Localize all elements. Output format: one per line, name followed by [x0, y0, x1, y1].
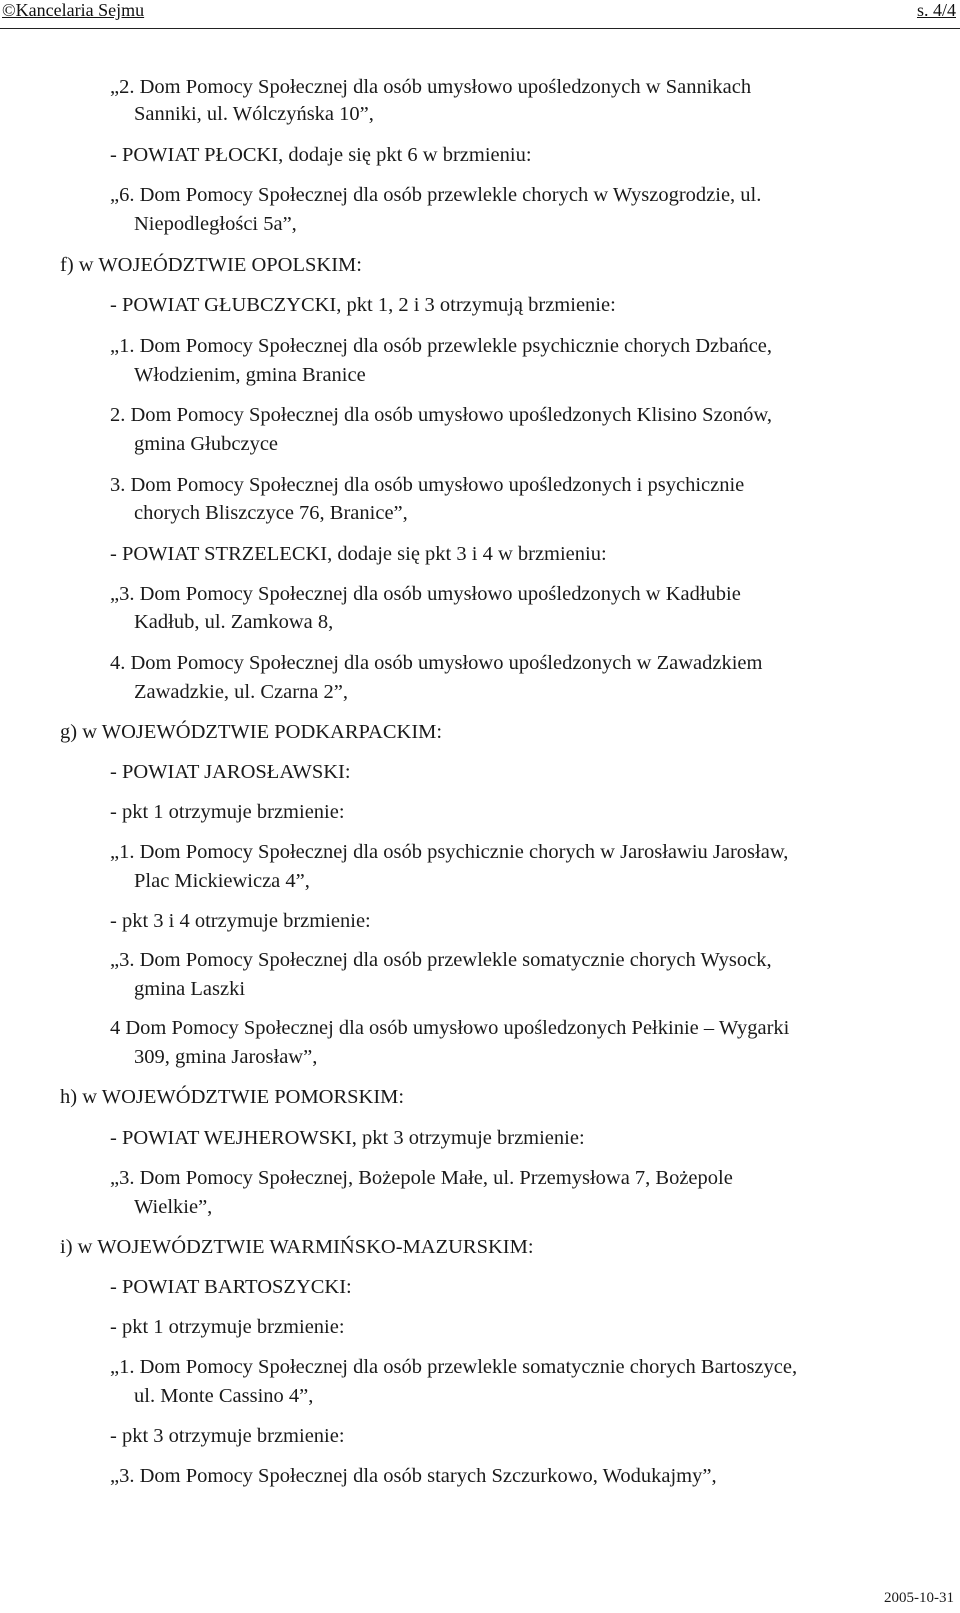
- page-footer-date: 2005-10-31: [884, 1590, 954, 1606]
- document-line: gmina Laszki: [134, 978, 246, 1000]
- document-line: „1. Dom Pomocy Społecznej dla osób przewlekle psychicznie chorych Dzbańce,: [110, 335, 773, 357]
- document-line: Sanniki, ul. Wólczyńska 10”,: [134, 103, 374, 125]
- document-line: gmina Głubczyce: [134, 433, 279, 455]
- document-line: - pkt 3 i 4 otrzymuje brzmienie:: [110, 910, 371, 932]
- document-line: Włodzienim, gmina Branice: [134, 364, 366, 386]
- document-line: chorych Bliszczyce 76, Branice”,: [134, 502, 408, 524]
- document-line: h) w WOJEWÓDZTWIE POMORSKIM:: [60, 1086, 405, 1108]
- document-line: Kadłub, ul. Zamkowa 8,: [134, 611, 334, 633]
- document-line: „6. Dom Pomocy Społecznej dla osób przewlekle chorych w Wyszogrodzie, ul.: [110, 184, 762, 206]
- document-line: Plac Mickiewicza 4”,: [134, 870, 310, 892]
- source-link[interactable]: ©Kancelaria Sejmu: [2, 0, 145, 20]
- document-line: „1. Dom Pomocy Społecznej dla osób przewlekle somatycznie chorych Bartoszyce,: [110, 1356, 798, 1378]
- document-line: - POWIAT WEJHEROWSKI, pkt 3 otrzymuje brzmienie:: [110, 1127, 585, 1149]
- document-line: - pkt 1 otrzymuje brzmienie:: [110, 1316, 345, 1338]
- document-line: „2. Dom Pomocy Społecznej dla osób umysłowo upośledzonych w Sannikach: [110, 76, 752, 98]
- document-line: Niepodległości 5a”,: [134, 213, 297, 235]
- document-line: - POWIAT PŁOCKI, dodaje się pkt 6 w brzmieniu:: [110, 144, 532, 166]
- document-line: i) w WOJEWÓDZTWIE WARMIŃSKO-MAZURSKIM:: [60, 1236, 534, 1258]
- document-line: „3. Dom Pomocy Społecznej dla osób umysłowo upośledzonych w Kadłubie: [110, 583, 741, 605]
- document-line: 2. Dom Pomocy Społecznej dla osób umysłowo upośledzonych Klisino Szonów,: [110, 404, 773, 426]
- document-line: - POWIAT JAROSŁAWSKI:: [110, 761, 351, 783]
- document-line: 3. Dom Pomocy Społecznej dla osób umysłowo upośledzonych i psychicznie: [110, 474, 745, 496]
- document-line: - POWIAT GŁUBCZYCKI, pkt 1, 2 i 3 otrzymują brzmienie:: [110, 294, 616, 316]
- document-line: Zawadzkie, ul. Czarna 2”,: [134, 681, 349, 703]
- document-line: 309, gmina Jarosław”,: [134, 1046, 318, 1068]
- document-line: „1. Dom Pomocy Społecznej dla osób psychicznie chorych w Jarosławiu Jarosław,: [110, 841, 789, 863]
- document-line: g) w WOJEWÓDZTWIE PODKARPACKIM:: [60, 721, 443, 743]
- document-line: 4 Dom Pomocy Społecznej dla osób umysłowo upośledzonych Pełkinie – Wygarki: [110, 1017, 790, 1039]
- document-line: „3. Dom Pomocy Społecznej dla osób starych Szczurkowo, Wodukajmy”,: [110, 1465, 717, 1487]
- document-line: 4. Dom Pomocy Społecznej dla osób umysłowo upośledzonych w Zawadzkiem: [110, 652, 763, 674]
- document-line: - POWIAT BARTOSZYCKI:: [110, 1276, 352, 1298]
- document-line: „3. Dom Pomocy Społecznej, Bożepole Małe, ul. Przemysłowa 7, Bożepole: [110, 1167, 733, 1189]
- document-line: f) w WOJEÓDZTWIE OPOLSKIM:: [60, 254, 362, 276]
- document-line: Wielkie”,: [134, 1196, 213, 1218]
- document-line: „3. Dom Pomocy Społecznej dla osób przewlekle somatycznie chorych Wysock,: [110, 949, 772, 971]
- document-line: ul. Monte Cassino 4”,: [134, 1385, 314, 1407]
- document-line: - pkt 3 otrzymuje brzmienie:: [110, 1425, 345, 1447]
- document-line: - pkt 1 otrzymuje brzmienie:: [110, 801, 345, 823]
- document-line: - POWIAT STRZELECKI, dodaje się pkt 3 i 4 w brzmieniu:: [110, 543, 607, 565]
- page-number-link[interactable]: s. 4/4: [916, 0, 956, 20]
